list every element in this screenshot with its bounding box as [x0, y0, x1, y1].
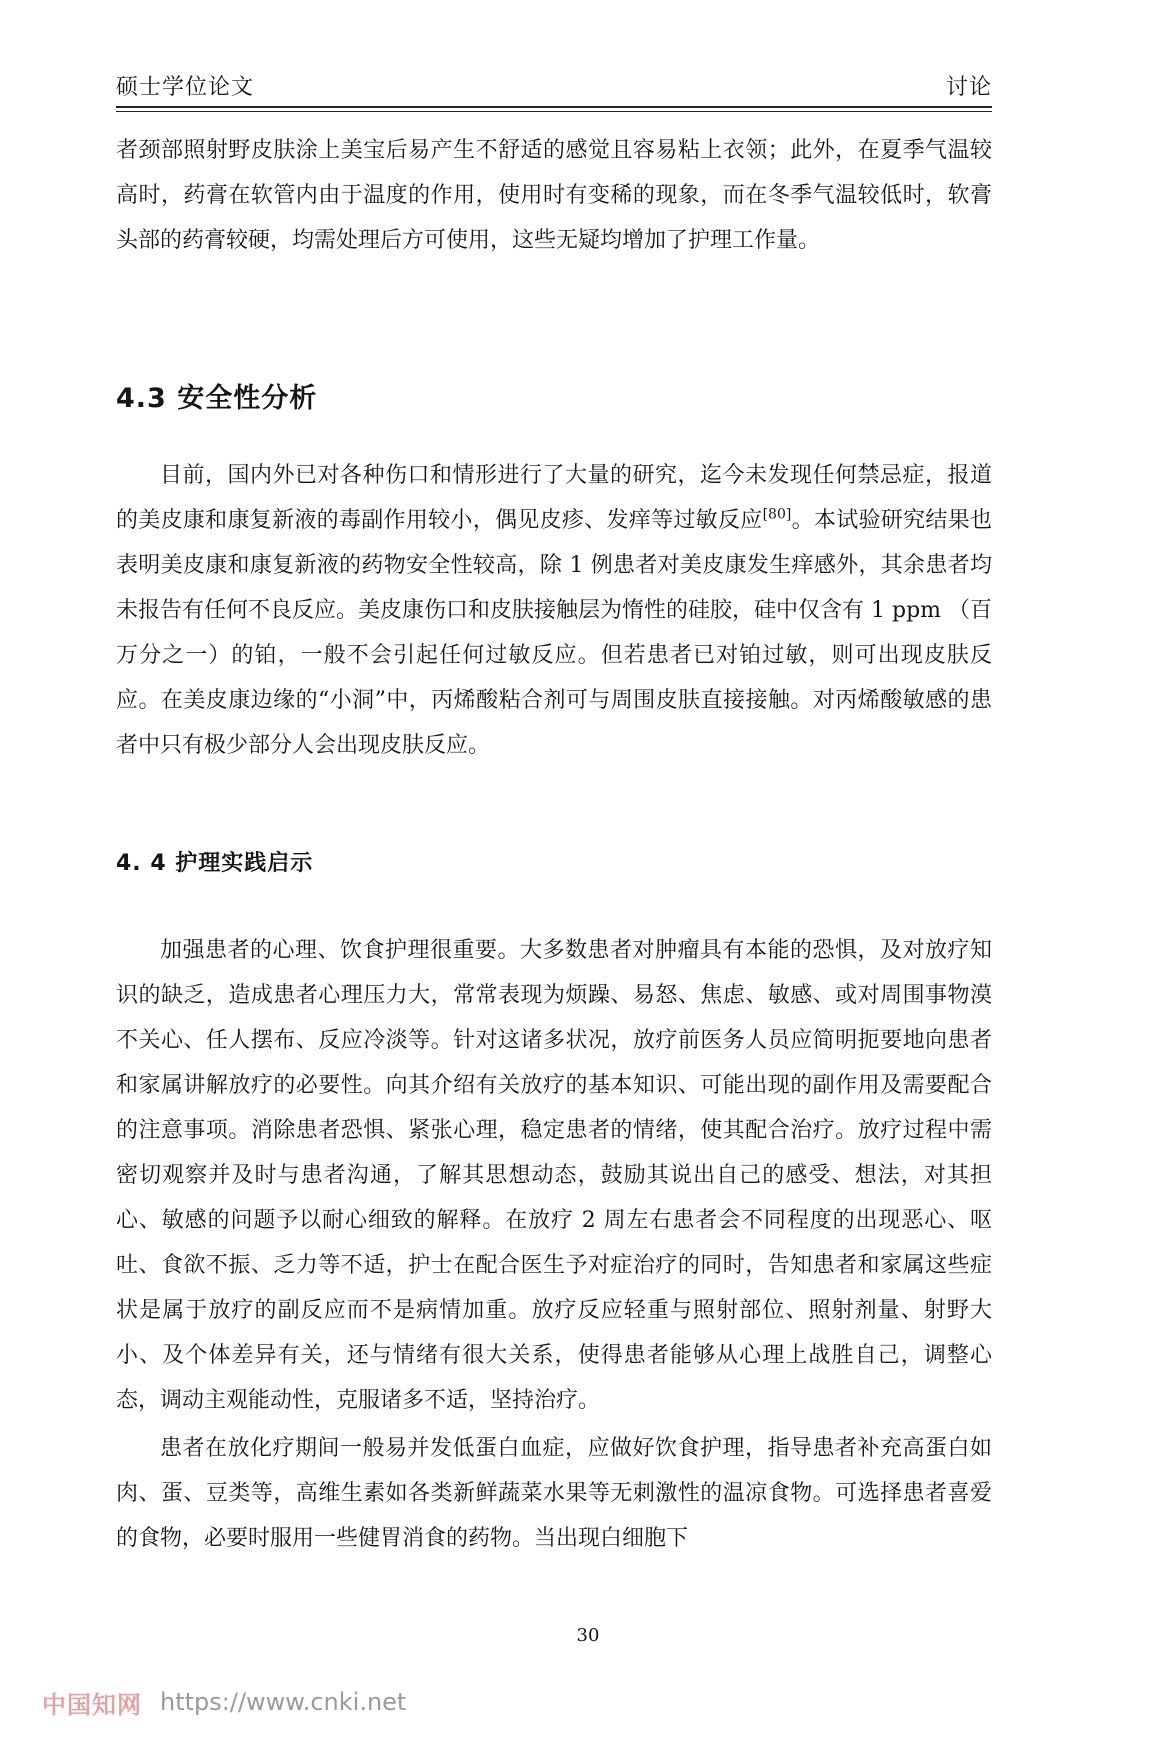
header-rule	[116, 106, 992, 108]
safety-analysis-paragraph	[116, 453, 992, 768]
nursing-paragraph-psychology: 加强患者的心理、饮食护理很重要。大多数患者对肿瘤具有本能的恐惧，及对放疗知识的缺乏，造成患者心理压力大，常常表现为烦躁、易怒、焦虑、敏感、或对周围事物漠不关心、任人摆布、反应冷淡等。针对这诸多状况，放疗前医务人员应简明扼要地向患者和家属讲解放疗的必要性。向其介绍有关放疗的基本知识、可能出现的副作用及需要配合的注意事项。消除患者恐惧、紧张心理，稳定患者的情绪，使其配合治疗。放疗过程中需密切观察并及时与患者沟通，了解其思想动态，鼓励其说出自己的感受、想法，对其担心、敏感的问题予以耐心细致的解释。在放疗 2 周左右患者会不同程度的出现恶心、呕吐、食欲不振、乏力等不适，护士在配合医生予对症治疗的同时，告知患者和家属这些症状是属于放疗的副反应而不是病情加重。放疗反应轻重与照射部位、照射剂量、射野大小、及个体差异有关，还与情绪有很大关系，使得患者能够从心理上战胜自己，调整心态，调动主观能动性，克服诸多不适，坚持治疗。	[116, 938, 992, 1413]
continued-paragraph: 者颈部照射野皮肤涂上美宝后易产生不舒适的感觉且容易粘上衣领；此外，在夏季气温较高时，药膏在软管内由于温度的作用，使用时有变稀的现象，而在冬季气温较低时，软膏头部的药膏较硬，均需处理后方可使用，这些无疑均增加了护理工作量。	[116, 138, 992, 253]
header-thesis-type: 硕士学位论文	[116, 75, 255, 100]
cnki-watermark	[42, 1686, 406, 1718]
header-chapter-title: 讨论	[945, 75, 992, 100]
nursing-practice-block	[116, 928, 992, 1561]
continued-paragraph-block	[116, 128, 992, 263]
running-header	[116, 70, 992, 100]
safety-text-end: 。本试验研究结果也表明美皮康和康复新液的药物安全性较高，除 1 例患者对美皮康发生痒感外，其余患者均未报告有任何不良反应。美皮康伤口和皮肤接触层为惰性的硅胶，硅中仅含有 1 ppm （百万分之一）的铂，一般不会引起任何过敏反应。但若患者已对铂过敏，则可出现皮肤反应。在美皮康边缘的“小洞”中，丙烯酸粘合剂可与周围皮肤直接接触。对丙烯酸敏感的患者中只有极少部分人会出现皮肤反应。	[116, 508, 993, 758]
page-number: 30	[576, 1625, 600, 1646]
safety-text-start: 目前，国内外已对各种伤口和情形进行了大量的研究，迄今未发现任何禁忌症，报道的美皮康和康复新液的毒副作用较小，偶见皮疹、发痒等过敏反应	[116, 463, 992, 533]
cnki-url: https://www.cnki.net	[160, 1688, 407, 1716]
cnki-logo: 中国知网	[42, 1690, 142, 1719]
nursing-paragraph-diet: 患者在放化疗期间一般易并发低蛋白血症，应做好饮食护理，指导患者补充高蛋白如肉、蛋、豆类等，高维生素如各类新鲜蔬菜水果等无刺激性的温凉食物。可选择患者喜爱的食物，必要时服用一些健胃消食的药物。当出现白细胞下	[116, 1436, 992, 1551]
section-heading-4-4: 4. 4 护理实践启示	[116, 851, 314, 876]
citation-ref: [80]	[762, 506, 792, 523]
header-rule-thin	[116, 111, 992, 112]
section-heading-4-3: 4.3 安全性分析	[116, 383, 318, 414]
safety-analysis-block	[116, 453, 992, 768]
